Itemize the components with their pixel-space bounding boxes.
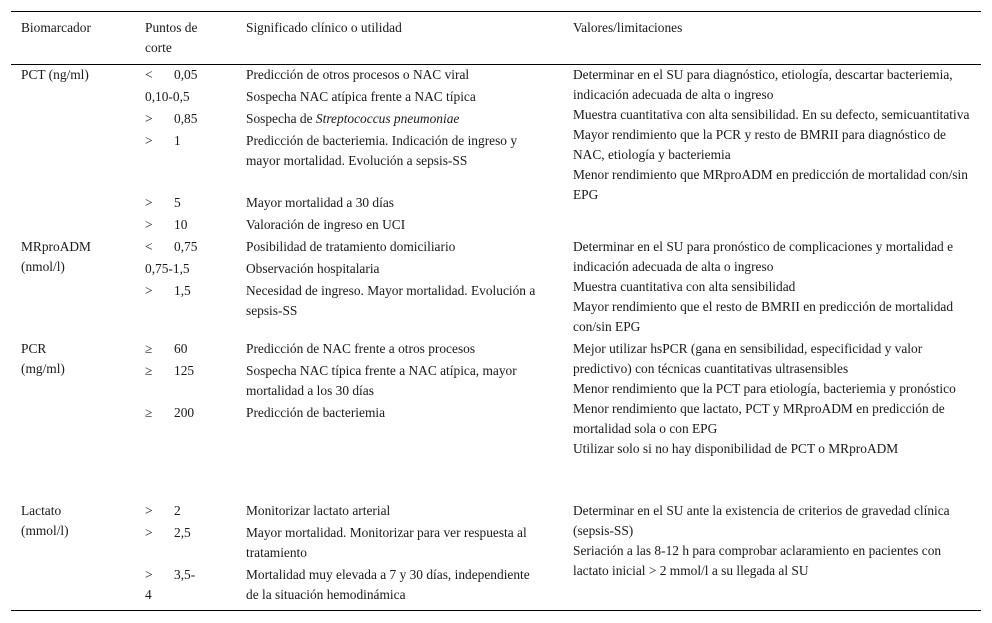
clinical-meaning: Observación hospitalaria: [246, 261, 380, 276]
clinical-meaning: Necesidad de ingreso. Mayor mortalidad. Evolución a sepsis-SS: [246, 283, 536, 318]
cut-point: > 10: [145, 217, 188, 232]
cut-point: > 0,85: [145, 111, 198, 126]
cut-point: > 1,5: [145, 283, 191, 298]
table-bottom-rule: [11, 610, 981, 611]
header-valores: Valores/limitaciones: [573, 20, 683, 35]
clinical-meaning: Mortalidad muy elevada a 7 y 30 días, independiente de la situación hemodinámica: [246, 567, 530, 602]
cut-point: > 3,5- 4: [145, 567, 196, 602]
header-significado: Significado clínico o utilidad: [246, 20, 402, 35]
cut-point: > 5: [145, 195, 181, 210]
header-biomarcador: Biomarcador: [21, 20, 91, 35]
clinical-meaning: Predicción de otros procesos o NAC viral: [246, 67, 470, 82]
cut-point: > 2: [145, 503, 181, 518]
clinical-meaning: Monitorizar lactato arterial: [246, 503, 391, 518]
cut-point: 0,75-1,5: [145, 261, 190, 276]
values-limitations: Determinar en el SU ante la existencia de criterios de gravedad clínica (sepsis-SS) Seriación a las 8-12 h para comprobar aclaramiento en pacientes con lactato inicial > 2 mmol/l a su llegada al SU: [573, 503, 950, 578]
cut-point: ≥ 125: [145, 363, 195, 378]
clinical-meaning: Sospecha NAC típica frente a NAC atípica, mayor mortalidad a los 30 días: [246, 363, 517, 398]
cut-point: > 2,5: [145, 525, 191, 540]
clinical-meaning: Mayor mortalidad a 30 días: [246, 195, 395, 210]
clinical-meaning: Mayor mortalidad. Monitorizar para ver respuesta al tratamiento: [246, 525, 527, 560]
clinical-meaning: Predicción de bacteriemia: [246, 405, 386, 420]
cut-point: < 0,05: [145, 67, 198, 82]
table-top-rule: [11, 11, 981, 12]
clinical-meaning: Sospecha NAC atípica frente a NAC típica: [246, 89, 476, 104]
cut-point: < 0,75: [145, 239, 198, 254]
values-limitations: Mejor utilizar hsPCR (gana en sensibilidad, especificidad y valor predictivo) con técnicas cuantitativas ultrasensibles Menor rendimiento que la PCT para etiología, bacteriemia y pronóstico Menor rendimiento que lactato, PCT y MRproADM en predicción de mortalidad sola o con EPG Utilizar solo si no hay disponibilidad de PCT o MRproADM: [573, 341, 956, 456]
clinical-meaning: Sospecha de Streptococcus pneumoniae: [246, 111, 460, 126]
clinical-meaning: Predicción de bacteriemia. Indicación de ingreso y mayor mortalidad. Evolución a sepsis-SS: [246, 133, 518, 168]
clinical-meaning: Predicción de NAC frente a otros procesos: [246, 341, 476, 356]
biomarker-pct: PCT (ng/ml): [21, 67, 89, 82]
cut-point: ≥ 60: [145, 341, 188, 356]
biomarker-lactato: Lactato (mmol/l): [21, 503, 69, 538]
values-limitations: Determinar en el SU para diagnóstico, etiología, descartar bacteriemia, indicación adecuada de alta o ingreso Muestra cuantitativa con alta sensibilidad. En su defecto, semicuantitativa Mayor rendimiento que la PCR y resto de BMRII para diagnóstico de NAC, etiología y bacteriemia Menor rendimiento que MRproADM en predicción de mortalidad con/sin EPG: [573, 67, 970, 202]
biomarker-pcr: PCR (mg/ml): [21, 341, 65, 376]
cut-point: > 1: [145, 133, 181, 148]
header-puntos-de-corte: Puntos de corte: [145, 20, 198, 55]
values-limitations: Determinar en el SU para pronóstico de complicaciones y mortalidad e indicación adecuada de alta o ingreso Muestra cuantitativa con alta sensibilidad Mayor rendimiento que el resto de BMRII en predicción de mortalidad con/sin EPG: [573, 239, 954, 334]
cut-point: ≥ 200: [145, 405, 195, 420]
clinical-meaning: Valoración de ingreso en UCI: [246, 217, 406, 232]
biomarker-mrproadm: MRproADM (nmol/l): [21, 239, 91, 274]
clinical-meaning: Posibilidad de tratamiento domiciliario: [246, 239, 456, 254]
cut-point: 0,10-0,5: [145, 89, 190, 104]
